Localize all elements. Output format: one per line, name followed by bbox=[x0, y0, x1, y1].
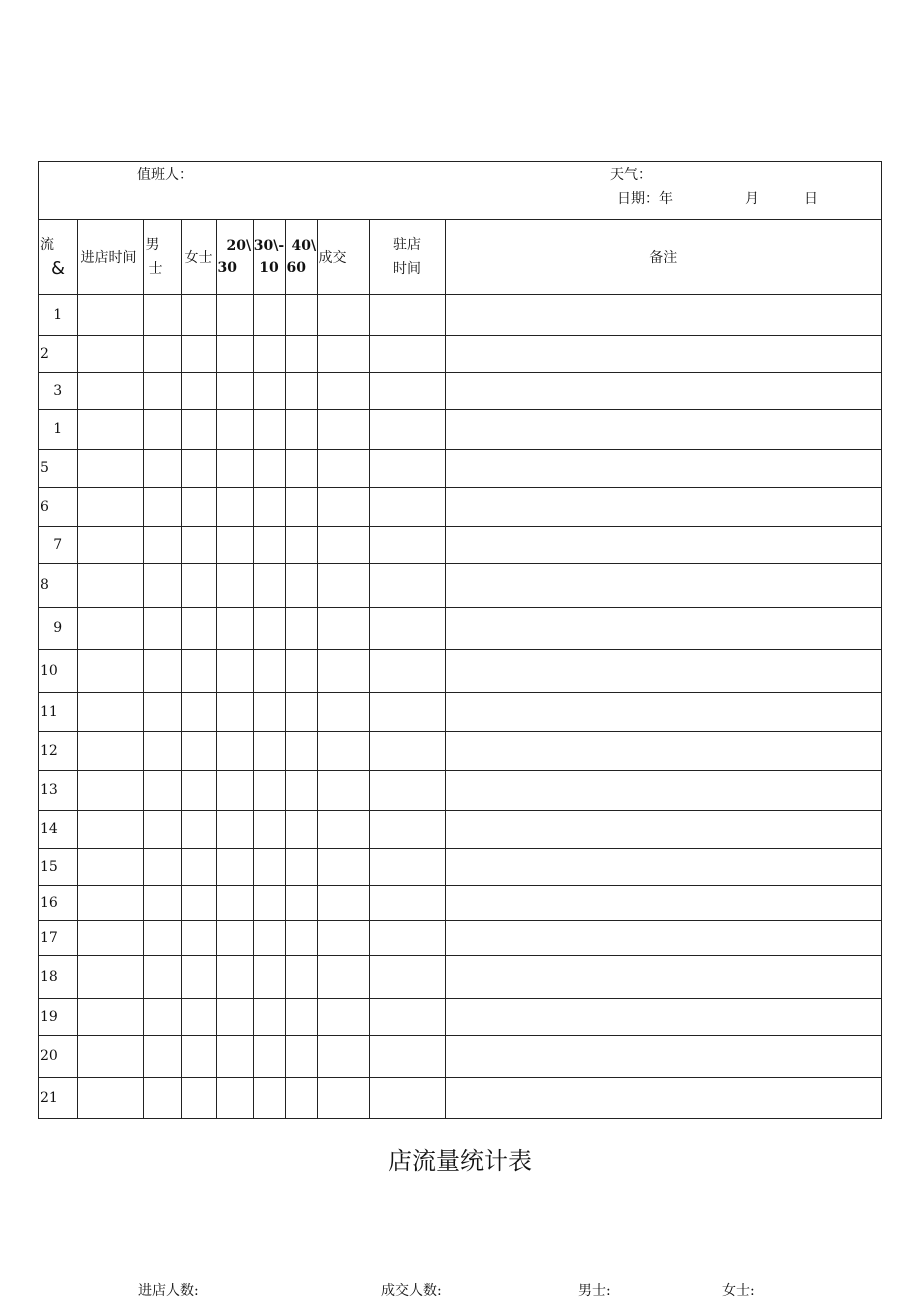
table-cell bbox=[445, 449, 881, 487]
table-row bbox=[39, 998, 881, 1035]
table-cell bbox=[181, 294, 216, 335]
table-cell bbox=[253, 649, 285, 692]
traffic-table bbox=[39, 220, 881, 1119]
table-cell bbox=[77, 372, 143, 409]
table-cell bbox=[181, 449, 216, 487]
header-stay-time-cell bbox=[369, 220, 445, 294]
table-cell bbox=[445, 607, 881, 649]
table-cell bbox=[253, 692, 285, 731]
header-flow-symbol: & bbox=[51, 257, 66, 279]
table-cell bbox=[216, 372, 253, 409]
table-cell bbox=[285, 526, 317, 563]
table-cell bbox=[285, 770, 317, 810]
table-cell bbox=[317, 335, 369, 372]
table-cell bbox=[143, 449, 181, 487]
table-row bbox=[39, 487, 881, 526]
table-cell bbox=[77, 487, 143, 526]
table-cell bbox=[181, 998, 216, 1035]
header-male-line2: 士 bbox=[148, 260, 163, 277]
table-cell bbox=[216, 526, 253, 563]
table-cell bbox=[216, 487, 253, 526]
table-cell bbox=[143, 731, 181, 770]
table-cell bbox=[216, 409, 253, 449]
table-cell bbox=[143, 1035, 181, 1077]
table-cell bbox=[216, 955, 253, 998]
table-cell bbox=[369, 372, 445, 409]
table-cell bbox=[285, 372, 317, 409]
table-cell bbox=[317, 770, 369, 810]
table-cell bbox=[285, 1035, 317, 1077]
row-number-cell: 3 bbox=[39, 372, 77, 409]
table-cell bbox=[369, 848, 445, 885]
table-cell bbox=[216, 731, 253, 770]
table-cell bbox=[181, 487, 216, 526]
table-cell bbox=[253, 449, 285, 487]
row-number-cell: 12 bbox=[39, 731, 77, 770]
table-cell bbox=[253, 848, 285, 885]
table-row bbox=[39, 607, 881, 649]
table-row bbox=[39, 294, 881, 335]
table-cell bbox=[445, 294, 881, 335]
table-cell bbox=[317, 487, 369, 526]
table-cell bbox=[143, 998, 181, 1035]
table-cell bbox=[253, 335, 285, 372]
table-cell bbox=[143, 335, 181, 372]
row-number-cell: 11 bbox=[39, 692, 77, 731]
table-cell bbox=[143, 770, 181, 810]
table-cell bbox=[285, 885, 317, 920]
table-cell bbox=[253, 526, 285, 563]
table-cell bbox=[216, 692, 253, 731]
table-cell bbox=[317, 955, 369, 998]
table-row bbox=[39, 955, 881, 998]
table-cell bbox=[216, 563, 253, 607]
table-cell bbox=[285, 449, 317, 487]
table-cell bbox=[317, 607, 369, 649]
table-cell bbox=[445, 998, 881, 1035]
header-stay-line1: 驻店 bbox=[393, 236, 421, 253]
table-cell bbox=[143, 487, 181, 526]
table-cell bbox=[317, 885, 369, 920]
table-cell bbox=[77, 526, 143, 563]
table-cell bbox=[143, 563, 181, 607]
table-cell bbox=[77, 335, 143, 372]
header-remark: 备注 bbox=[445, 220, 881, 294]
table-cell bbox=[285, 649, 317, 692]
table-cell bbox=[77, 607, 143, 649]
row-number-cell: 20 bbox=[39, 1035, 77, 1077]
table-cell bbox=[369, 955, 445, 998]
table-cell bbox=[77, 294, 143, 335]
table-row bbox=[39, 731, 881, 770]
footer-female-label: 女士: bbox=[722, 1283, 755, 1299]
table-cell bbox=[77, 920, 143, 955]
row-number-cell: 15 bbox=[39, 848, 77, 885]
table-cell bbox=[445, 526, 881, 563]
table-cell bbox=[445, 770, 881, 810]
table-cell bbox=[445, 692, 881, 731]
row-number-cell: 17 bbox=[39, 920, 77, 955]
table-cell bbox=[317, 810, 369, 848]
header-male-cell bbox=[143, 220, 181, 294]
table-cell bbox=[143, 372, 181, 409]
table-cell bbox=[216, 649, 253, 692]
table-cell bbox=[253, 294, 285, 335]
table-cell bbox=[445, 335, 881, 372]
table-cell bbox=[216, 335, 253, 372]
table-cell bbox=[216, 770, 253, 810]
table-row bbox=[39, 563, 881, 607]
row-number-cell: 16 bbox=[39, 885, 77, 920]
table-cell bbox=[445, 372, 881, 409]
row-number-cell: 19 bbox=[39, 998, 77, 1035]
table-cell bbox=[369, 770, 445, 810]
table-cell bbox=[181, 372, 216, 409]
table-cell bbox=[77, 731, 143, 770]
table-cell bbox=[253, 1035, 285, 1077]
date-year-label: 日期：年 bbox=[617, 191, 673, 207]
table-row bbox=[39, 692, 881, 731]
table-cell bbox=[216, 1035, 253, 1077]
table-cell bbox=[253, 372, 285, 409]
table-cell bbox=[181, 1035, 216, 1077]
table-cell bbox=[216, 885, 253, 920]
table-cell bbox=[143, 607, 181, 649]
footer-male-label: 男士: bbox=[578, 1283, 611, 1299]
table-cell bbox=[285, 998, 317, 1035]
table-cell bbox=[181, 335, 216, 372]
table-cell bbox=[369, 607, 445, 649]
table-cell bbox=[77, 848, 143, 885]
table-cell bbox=[253, 885, 285, 920]
table-cell bbox=[445, 885, 881, 920]
table-cell bbox=[143, 810, 181, 848]
table-cell bbox=[285, 335, 317, 372]
footer-deals-label: 成交人数: bbox=[381, 1283, 442, 1299]
table-cell bbox=[317, 449, 369, 487]
table-cell bbox=[216, 294, 253, 335]
table-row bbox=[39, 449, 881, 487]
table-cell bbox=[216, 1077, 253, 1119]
table-cell bbox=[181, 810, 216, 848]
table-cell bbox=[143, 1077, 181, 1119]
table-cell bbox=[369, 810, 445, 848]
table-cell bbox=[216, 998, 253, 1035]
table-row bbox=[39, 920, 881, 955]
footer-visitors-label: 进店人数: bbox=[138, 1283, 199, 1299]
table-cell bbox=[285, 1077, 317, 1119]
table-cell bbox=[369, 1035, 445, 1077]
header-age-40-60-line2: 60 bbox=[286, 259, 306, 276]
table-cell bbox=[317, 920, 369, 955]
weather-label: 天气： bbox=[610, 167, 652, 183]
table-cell bbox=[285, 731, 317, 770]
table-row bbox=[39, 810, 881, 848]
table-cell bbox=[445, 955, 881, 998]
header-age-40-60 bbox=[285, 220, 317, 294]
row-number-cell: 1 bbox=[39, 294, 77, 335]
table-cell bbox=[285, 294, 317, 335]
table-cell bbox=[317, 848, 369, 885]
table-cell bbox=[143, 955, 181, 998]
table-cell bbox=[143, 692, 181, 731]
table-cell bbox=[445, 409, 881, 449]
table-cell bbox=[181, 692, 216, 731]
table-cell bbox=[181, 955, 216, 998]
table-row bbox=[39, 1077, 881, 1119]
table-cell bbox=[369, 563, 445, 607]
row-number-cell: 2 bbox=[39, 335, 77, 372]
table-cell bbox=[285, 810, 317, 848]
table-cell bbox=[143, 885, 181, 920]
table-cell bbox=[369, 449, 445, 487]
table-cell bbox=[317, 1077, 369, 1119]
header-age-20-30 bbox=[216, 220, 253, 294]
info-row bbox=[39, 162, 881, 220]
table-cell bbox=[445, 848, 881, 885]
table-cell bbox=[253, 563, 285, 607]
row-number-cell: 8 bbox=[39, 563, 77, 607]
table-cell bbox=[143, 848, 181, 885]
table-cell bbox=[445, 1035, 881, 1077]
table-cell bbox=[181, 409, 216, 449]
table-row bbox=[39, 526, 881, 563]
table-cell bbox=[253, 998, 285, 1035]
table-cell bbox=[317, 409, 369, 449]
table-cell bbox=[253, 487, 285, 526]
table-cell bbox=[181, 920, 216, 955]
table-cell bbox=[253, 955, 285, 998]
table-cell bbox=[181, 731, 216, 770]
table-cell bbox=[216, 810, 253, 848]
table-cell bbox=[253, 1077, 285, 1119]
table-cell bbox=[181, 1077, 216, 1119]
header-age-30-40-line1: 30\- bbox=[253, 237, 285, 254]
table-cell bbox=[317, 731, 369, 770]
table-cell bbox=[445, 731, 881, 770]
table-cell bbox=[253, 920, 285, 955]
table-row bbox=[39, 1035, 881, 1077]
table-cell bbox=[253, 731, 285, 770]
table-cell bbox=[369, 1077, 445, 1119]
table-cell bbox=[369, 409, 445, 449]
table-cell bbox=[77, 1077, 143, 1119]
table-cell bbox=[285, 920, 317, 955]
table-cell bbox=[317, 526, 369, 563]
table-cell bbox=[253, 810, 285, 848]
table-cell bbox=[181, 607, 216, 649]
table-cell bbox=[216, 607, 253, 649]
table-cell bbox=[77, 955, 143, 998]
table-cell bbox=[285, 563, 317, 607]
row-number-cell: 13 bbox=[39, 770, 77, 810]
table-cell bbox=[369, 526, 445, 563]
page-title: 店流量统计表 bbox=[388, 1147, 532, 1175]
table-cell bbox=[143, 294, 181, 335]
header-age-40-60-line1: 40\ bbox=[291, 237, 317, 254]
table-cell bbox=[253, 409, 285, 449]
row-number-cell: 14 bbox=[39, 810, 77, 848]
table-cell bbox=[445, 810, 881, 848]
table-row bbox=[39, 848, 881, 885]
table-cell bbox=[216, 848, 253, 885]
traffic-form bbox=[38, 161, 882, 1119]
table-cell bbox=[77, 885, 143, 920]
table-cell bbox=[181, 770, 216, 810]
row-number-cell: 1 bbox=[39, 409, 77, 449]
table-cell bbox=[77, 998, 143, 1035]
table-cell bbox=[181, 526, 216, 563]
duty-person-label: 值班人： bbox=[137, 167, 193, 183]
table-cell bbox=[216, 449, 253, 487]
table-cell bbox=[317, 649, 369, 692]
table-cell bbox=[445, 649, 881, 692]
header-flow-cell bbox=[39, 220, 77, 294]
row-number-cell: 9 bbox=[39, 607, 77, 649]
table-cell bbox=[285, 692, 317, 731]
table-cell bbox=[253, 770, 285, 810]
table-row bbox=[39, 649, 881, 692]
table-cell bbox=[317, 372, 369, 409]
table-cell bbox=[143, 409, 181, 449]
table-cell bbox=[445, 487, 881, 526]
row-number-cell: 6 bbox=[39, 487, 77, 526]
table-row bbox=[39, 372, 881, 409]
table-cell bbox=[181, 885, 216, 920]
table-cell bbox=[77, 770, 143, 810]
table-cell bbox=[445, 1077, 881, 1119]
header-age-20-30-line2: 30 bbox=[217, 259, 237, 276]
table-cell bbox=[181, 848, 216, 885]
table-header-row bbox=[39, 220, 881, 294]
table-cell bbox=[77, 649, 143, 692]
row-number-cell: 10 bbox=[39, 649, 77, 692]
table-cell bbox=[369, 649, 445, 692]
table-cell bbox=[181, 649, 216, 692]
header-male-line1: 男 bbox=[145, 236, 160, 253]
header-female: 女士 bbox=[181, 220, 216, 294]
table-cell bbox=[285, 487, 317, 526]
table-cell bbox=[317, 563, 369, 607]
table-cell bbox=[285, 955, 317, 998]
table-cell bbox=[143, 526, 181, 563]
table-cell bbox=[285, 409, 317, 449]
header-age-30-40-line2: 10 bbox=[259, 259, 279, 276]
table-cell bbox=[285, 848, 317, 885]
table-cell bbox=[143, 920, 181, 955]
table-cell bbox=[369, 920, 445, 955]
table-cell bbox=[369, 487, 445, 526]
table-cell bbox=[77, 692, 143, 731]
table-cell bbox=[77, 563, 143, 607]
header-age-30-40 bbox=[253, 220, 285, 294]
row-number-cell: 5 bbox=[39, 449, 77, 487]
table-cell bbox=[369, 731, 445, 770]
table-cell bbox=[216, 920, 253, 955]
header-entry-time: 进店时间 bbox=[77, 220, 143, 294]
table-row bbox=[39, 409, 881, 449]
row-number-cell: 18 bbox=[39, 955, 77, 998]
table-cell bbox=[369, 692, 445, 731]
header-flow-text: 流 bbox=[40, 236, 54, 253]
table-cell bbox=[77, 449, 143, 487]
table-cell bbox=[143, 649, 181, 692]
header-stay-line2: 时间 bbox=[393, 260, 421, 277]
table-cell bbox=[369, 998, 445, 1035]
table-row bbox=[39, 770, 881, 810]
table-cell bbox=[317, 294, 369, 335]
table-cell bbox=[77, 1035, 143, 1077]
table-cell bbox=[445, 920, 881, 955]
table-cell bbox=[253, 607, 285, 649]
table-cell bbox=[369, 335, 445, 372]
table-cell bbox=[285, 607, 317, 649]
table-cell bbox=[181, 563, 216, 607]
header-deal: 成交 bbox=[317, 220, 369, 294]
table-cell bbox=[317, 1035, 369, 1077]
table-cell bbox=[369, 294, 445, 335]
table-cell bbox=[369, 885, 445, 920]
table-row bbox=[39, 335, 881, 372]
date-month-label: 月 bbox=[745, 191, 759, 207]
date-day-label: 日 bbox=[804, 191, 818, 207]
table-cell bbox=[77, 409, 143, 449]
row-number-cell: 21 bbox=[39, 1077, 77, 1119]
table-cell bbox=[317, 692, 369, 731]
row-number-cell: 7 bbox=[39, 526, 77, 563]
table-cell bbox=[445, 563, 881, 607]
header-age-20-30-line1: 20\ bbox=[226, 237, 252, 254]
table-cell bbox=[317, 998, 369, 1035]
table-row bbox=[39, 885, 881, 920]
table-cell bbox=[77, 810, 143, 848]
